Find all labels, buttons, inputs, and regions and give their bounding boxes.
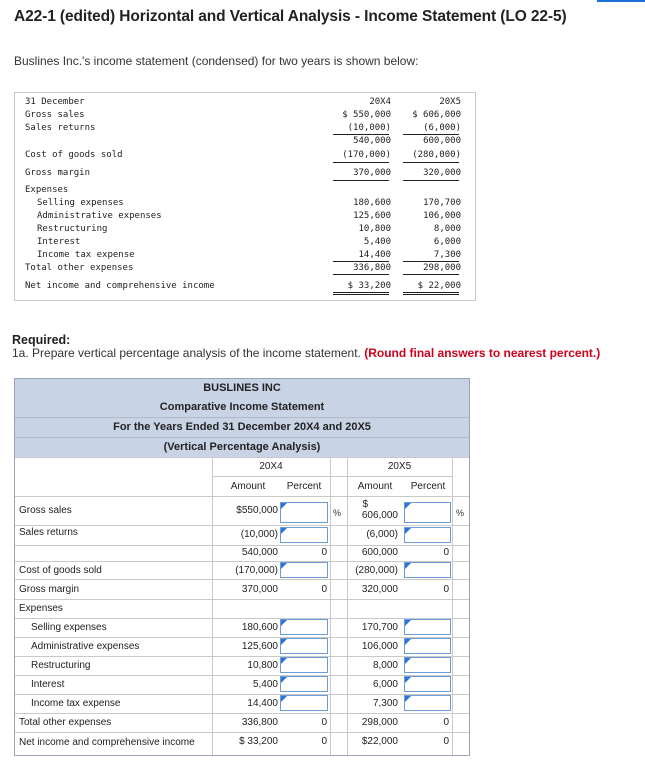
row-label-restructuring: Restructuring — [31, 660, 91, 671]
percent-header-a: Percent — [286, 481, 322, 492]
instruction-text: 1a. Prepare vertical percentage analysis of the income statement. — [12, 346, 361, 360]
stmt-value: (170,000) — [342, 150, 391, 160]
percent-value-20x5: 0 — [443, 584, 449, 595]
percent-sign: % — [456, 508, 465, 518]
percent-input-20x4[interactable] — [280, 638, 328, 654]
stmt-value: $ 550,000 — [342, 110, 391, 120]
amount-header-b: Amount — [357, 481, 393, 492]
percent-input-20x5[interactable] — [404, 562, 451, 578]
row-line — [15, 545, 469, 546]
col-divider — [452, 457, 453, 755]
amount-20x4: (170,000) — [235, 565, 278, 576]
stmt-label: Administrative expenses — [37, 211, 162, 221]
amount-20x5: 8,000 — [372, 660, 398, 671]
double-underline — [403, 292, 459, 295]
year-header-20x5: 20X5 — [439, 97, 461, 107]
row-label-net-income: Net income and comprehensive income — [19, 737, 195, 748]
amount-20x5: (280,000) — [355, 565, 398, 576]
underline — [333, 134, 389, 135]
percent-input-20x5[interactable] — [404, 619, 451, 635]
stmt-value: 6,000 — [433, 237, 461, 247]
underline — [403, 162, 459, 163]
row-line — [15, 637, 469, 638]
row-line — [15, 579, 469, 580]
amount-20x4: 125,600 — [241, 641, 278, 652]
percent-value-20x5: 0 — [443, 736, 449, 747]
stmt-value: 5,400 — [363, 237, 391, 247]
row-label-gross-sales: Gross sales — [19, 505, 72, 516]
row-line — [15, 675, 469, 676]
amount-20x4: 180,600 — [241, 622, 278, 633]
stmt-value: 8,000 — [433, 224, 461, 234]
underline — [333, 274, 389, 275]
percent-input-20x5[interactable] — [404, 638, 451, 654]
stmt-value: (280,000) — [412, 150, 461, 160]
col-divider — [330, 457, 331, 755]
underline — [333, 261, 389, 262]
percent-sign: % — [333, 508, 342, 518]
stmt-value: $ 606,000 — [412, 110, 461, 120]
header-company — [15, 379, 469, 399]
stmt-value: (10,000) — [347, 123, 391, 133]
amount-20x5: (6,000) — [366, 529, 398, 540]
percent-input-20x4[interactable] — [280, 562, 328, 578]
given-income-statement — [14, 92, 476, 301]
stmt-value: 540,000 — [353, 136, 391, 146]
header-statement-text: Comparative Income Statement — [159, 401, 325, 413]
stmt-label: Net income and comprehensive income — [25, 281, 215, 291]
double-underline — [333, 292, 389, 295]
amount-20x5: 600,000 — [361, 547, 398, 558]
stmt-value: 106,000 — [423, 211, 461, 221]
percent-input-20x4[interactable] — [280, 676, 328, 692]
row-line — [15, 732, 469, 733]
top-accent-line — [597, 0, 645, 2]
row-line — [212, 476, 452, 477]
stmt-value: 298,000 — [423, 263, 461, 273]
row-line — [15, 618, 469, 619]
stmt-value: 320,000 — [423, 168, 461, 178]
amount-20x4: $ 33,200 — [239, 736, 278, 747]
header-analysis — [15, 438, 469, 458]
instruction — [12, 346, 600, 360]
amount-20x4: 370,000 — [241, 584, 278, 595]
amount-20x4: 5,400 — [252, 679, 278, 690]
row-label-cogs: Cost of goods sold — [19, 565, 102, 576]
amount-20x5: 606,000 — [361, 510, 398, 521]
percent-input-20x4[interactable] — [280, 527, 328, 543]
percent-input-20x5[interactable] — [404, 657, 451, 673]
percent-input-20x4[interactable] — [280, 502, 328, 523]
percent-value-20x4: 0 — [321, 584, 327, 595]
year-b-header: 20X5 — [387, 461, 412, 472]
amount-20x5: 6,000 — [372, 679, 398, 690]
col-divider — [347, 457, 348, 755]
stmt-value: 14,400 — [358, 250, 391, 260]
percent-value-20x4: 0 — [321, 547, 327, 558]
amount-20x5: $22,000 — [361, 736, 398, 747]
stmt-label: Sales returns — [25, 123, 96, 133]
row-label-sales-returns: Sales returns — [19, 527, 78, 538]
year-header-20x4: 20X4 — [369, 97, 391, 107]
stmt-label: Gross margin — [25, 168, 91, 178]
header-period — [15, 418, 469, 438]
row-line — [15, 599, 469, 600]
stmt-label: Cost of goods sold — [25, 150, 123, 160]
percent-input-20x4[interactable] — [280, 657, 328, 673]
percent-value-20x4: 0 — [321, 717, 327, 728]
row-label-selling: Selling expenses — [31, 622, 107, 633]
row-label-gross-margin: Gross margin — [19, 584, 80, 595]
stmt-label: Income tax expense — [37, 250, 135, 260]
stmt-label: Restructuring — [37, 224, 108, 234]
percent-value-20x5: 0 — [443, 547, 449, 558]
row-line — [15, 561, 469, 562]
amount-20x5: 298,000 — [361, 717, 398, 728]
stmt-label: Interest — [37, 237, 81, 247]
stmt-label: Selling expenses — [37, 198, 124, 208]
percent-header-b: Percent — [410, 481, 446, 492]
vertical-analysis-worksheet — [14, 378, 470, 756]
amount-20x4: 540,000 — [241, 547, 278, 558]
amount-20x4: 10,800 — [247, 660, 278, 671]
percent-value-20x4: 0 — [321, 736, 327, 747]
stmt-value: $ 33,200 — [347, 281, 391, 291]
row-line — [15, 694, 469, 695]
stmt-value: 10,800 — [358, 224, 391, 234]
row-label-admin: Administrative expenses — [31, 641, 140, 652]
percent-input-20x5[interactable] — [404, 502, 451, 523]
underline — [403, 134, 459, 135]
stmt-value: 370,000 — [353, 168, 391, 178]
row-label-income-tax: Income tax expense — [31, 698, 121, 709]
stmt-value: (6,000) — [423, 123, 461, 133]
row-label-interest: Interest — [31, 679, 65, 690]
percent-input-20x5[interactable] — [404, 695, 451, 711]
row-line — [15, 525, 469, 526]
stmt-value: 125,600 — [353, 211, 391, 221]
stmt-value: 170,700 — [423, 198, 461, 208]
stmt-value: 336,800 — [353, 263, 391, 273]
stmt-value: 600,000 — [423, 136, 461, 146]
amount-20x4: (10,000) — [240, 529, 278, 540]
amount-20x4: $550,000 — [236, 505, 278, 516]
percent-input-20x4[interactable] — [280, 695, 328, 711]
underline — [403, 274, 459, 275]
dollar-sign: $ — [362, 499, 368, 510]
header-statement — [15, 398, 469, 418]
col-divider — [212, 457, 213, 755]
header-analysis-text: (Vertical Percentage Analysis) — [163, 441, 321, 453]
page-title: A22-1 (edited) Horizontal and Vertical Analysis - Income Statement (LO 22-5) — [14, 8, 567, 25]
underline — [403, 180, 459, 181]
row-label-total-other: Total other expenses — [19, 717, 112, 728]
underline — [403, 261, 459, 262]
amount-20x4: 336,800 — [241, 717, 278, 728]
year-a-header: 20X4 — [259, 461, 283, 472]
header-period-text: For the Years Ended 31 December 20X4 and 20X5 — [113, 421, 371, 433]
header-company-text: BUSLINES INC — [203, 382, 281, 394]
row-line — [15, 457, 469, 458]
rounding-note: (Round final answers to nearest percent.) — [364, 346, 601, 360]
row-line — [15, 713, 469, 714]
amount-header-a: Amount — [230, 481, 266, 492]
underline — [333, 180, 389, 181]
stmt-value: $ 22,000 — [417, 281, 461, 291]
amount-20x5: 170,700 — [361, 622, 398, 633]
row-line — [15, 496, 469, 497]
row-line — [15, 656, 469, 657]
stmt-label: Expenses — [25, 185, 69, 195]
stmt-value: 180,600 — [353, 198, 391, 208]
percent-input-20x5[interactable] — [404, 527, 451, 543]
percent-value-20x5: 0 — [443, 717, 449, 728]
stmt-label: Total other expenses — [25, 263, 134, 273]
amount-20x5: 320,000 — [361, 584, 398, 595]
required-label: Required: — [12, 333, 71, 347]
underline — [333, 162, 389, 163]
percent-input-20x4[interactable] — [280, 619, 328, 635]
stmt-value: 7,300 — [433, 250, 461, 260]
intro-text: Buslines Inc.'s income statement (condensed) for two years is shown below: — [14, 54, 419, 68]
percent-input-20x5[interactable] — [404, 676, 451, 692]
amount-20x4: 14,400 — [247, 698, 278, 709]
row-label-expenses: Expenses — [19, 603, 63, 614]
date-label: 31 December — [25, 97, 85, 107]
amount-20x5: 7,300 — [372, 698, 398, 709]
stmt-label: Gross sales — [25, 110, 85, 120]
amount-20x5: 106,000 — [361, 641, 398, 652]
